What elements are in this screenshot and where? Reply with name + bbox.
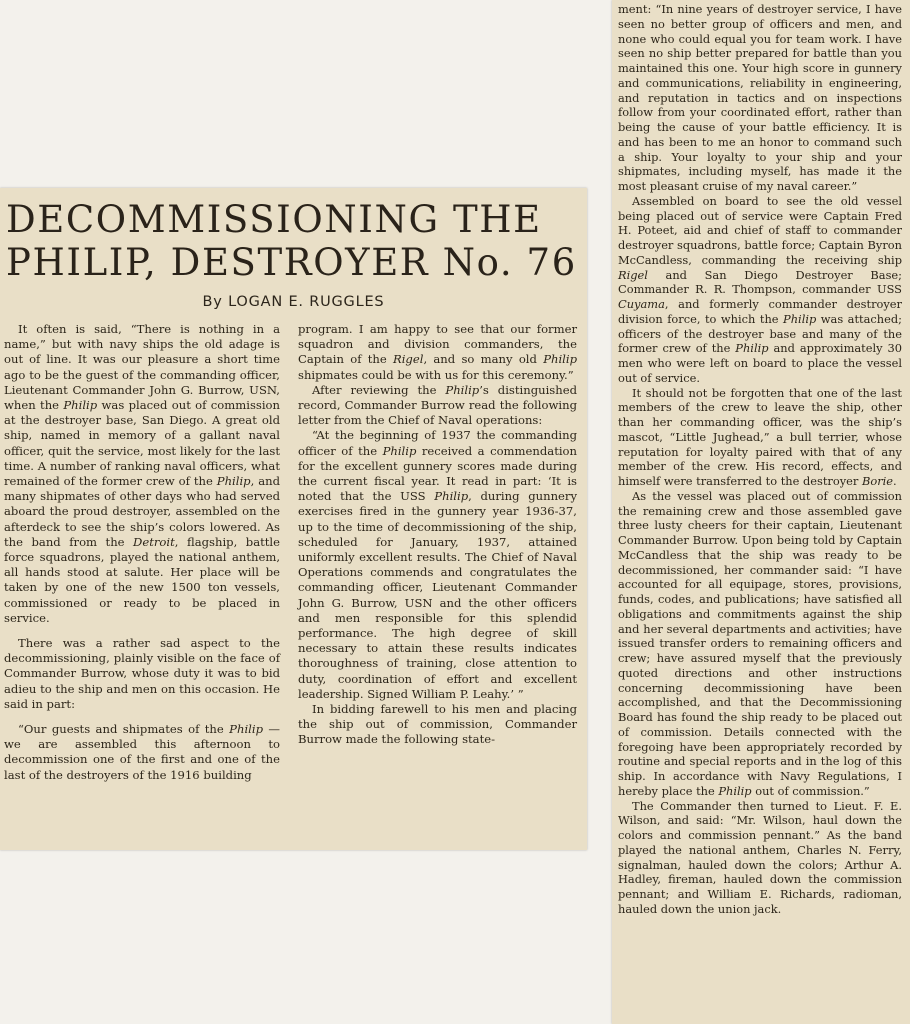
headline-line-1: DECOMMISSIONING THE xyxy=(6,198,542,241)
paragraph: ment: “In nine years of destroyer service, I have seen no better group of officers and men, and none who could equal you for team work. I have seen no ship better prepared for battle than you maintained this one. Your high score in gunnery and communications, reliability in engineering, and reputation in tactics and on inspections follow from your coordinated effort, rather than being the cause of your battle efficiency. It is and has been to me an honor to command such a ship. Your loyalty to your ship and your shipmates, including myself, has made it the most pleasant cruise of my naval career.” xyxy=(618,2,902,193)
article-column-2 xyxy=(298,322,577,748)
newspaper-clipping-main xyxy=(0,188,587,850)
paragraph: As the vessel was placed out of commission the remaining crew and those assembled gave three lusty cheers for their captain, Lieutenant Commander Burrow. Upon being told by Captain McCandless that the ship was ready to be decommissioned, her commander said: “I have accounted for all equipage, stores, provisions, funds, codes, and publications; have satisfied all obligations and commitments against the ship and her several departments and activities; have issued transfer orders to remaining officers and crew; have assured myself that the previously quoted directions and other instructions concerning decommissioning have been accomplished, and that the Decommissioning Board has found the ship ready to be placed out of commission. Details connected with the foregoing have been appropriately recorded by routine and special reports and in the log of this ship. In accordance with Navy Regulations, I hereby place the Philip out of commission.” xyxy=(618,488,902,798)
byline: By LOGAN E. RUGGLES xyxy=(202,294,385,310)
paragraph: program. I am happy to see that our former squadron and division commanders, the Captain of the Rigel, and so many old Philip shipmates could be with us for this ceremony.” xyxy=(298,322,578,382)
headline-line-2: PHILIP, DESTROYER No. 76 xyxy=(6,241,577,284)
headline xyxy=(6,198,581,284)
paragraph: Assembled on board to see the old vessel being placed out of service were Captain Fred H. Poteet, aid and chief of staff to commander destroyer squadrons, battle force; Captain Byron McCandless, commanding the receiving ship Rigel and San Diego Destroyer Base; Commander R. R. Thompson, commander USS Cuyama, and formerly commander destroyer division force, to which the Philip was attached; officers of the destroyer base and many of the former crew of the Philip and approximately 30 men who were left on board to place the vessel out of service. xyxy=(618,193,903,385)
newspaper-clipping-continuation xyxy=(612,0,910,1024)
article-column-3 xyxy=(618,2,902,917)
paragraph: It should not be forgotten that one of the last members of the crew to leave the ship, other than her commanding officer, was the ship’s mascot, “Little Jughead,” a bull terrier, whose reputation for loyalty paired with that of any member of the crew. His record, effects, and himself were transferred to the destroyer Borie. xyxy=(618,385,902,488)
paragraph: After reviewing the Philip’s distinguished record, Commander Burrow read the following letter from the Chief of Naval operations: xyxy=(298,382,578,428)
paragraph: “At the beginning of 1937 the commanding officer of the Philip received a commendation for the excellent gunnery scores made during the current fiscal year. It read in part: ‘It is noted that the USS Philip, during gunnery exercises fired in the gunnery year 1936-37, up to the time of decommissioning of the ship, scheduled for January, 1937, attained uniformly excellent results. The Chief of Naval Operations commends and congratulates the commanding officer, Lieutenant Commander John G. Burrow, USN and the other officers and men responsible for this splendid performance. The high degree of skill necessary to attain these results indicates thoroughness of training, close attention to duty, coordination of effort and excellent leadership. Signed William P. Leahy.’ ” xyxy=(298,428,578,701)
paragraph: “Our guests and shipmates of the Philip —we are assembled this afternoon to decommission one of the first and one of the last of the destroyers of the 1916 building xyxy=(4,722,281,782)
paragraph: In bidding farewell to his men and placing the ship out of commission, Commander Burrow made the following state- xyxy=(298,702,577,747)
paragraph: The Commander then turned to Lieut. F. E. Wilson, and said: “Mr. Wilson, haul down the colors and commission pennant.” As the band played the national anthem, Charles N. Ferry, signalman, hauled down the colors; Arthur A. Hadley, fireman, hauled down the commission pennant; and William E. Richards, radioman, hauled down the union jack. xyxy=(618,798,902,916)
article-column-1 xyxy=(4,322,280,783)
paragraph: There was a rather sad aspect to the decommissioning, plainly visible on the face of Commander Burrow, whose duty it was to bid adieu to the ship and men on this occasion. He said in part: xyxy=(4,636,280,711)
paragraph: It often is said, “There is nothing in a name,” but with navy ships the old adage is out of line. It was our pleasure a short time ago to be the guest of the commanding officer, Lieutenant Commander John G. Burrow, USN, when the Philip was placed out of commission at the destroyer base, San Diego. A great old ship, named in memory of a gallant naval officer, quit the service, most likely for the last time. A number of ranking naval officers, what remained of the former crew of the Philip, and many shipmates of other days who had served aboard the proud destroyer, assembled on the afterdeck to see the ship’s colors lowered. As the band from the Detroit, flagship, battle force squadrons, played the national anthem, all hands stood at salute. Her place will be taken by one of the new 1500 ton vessels, commissioned or ready to be placed in service. xyxy=(4,322,280,625)
